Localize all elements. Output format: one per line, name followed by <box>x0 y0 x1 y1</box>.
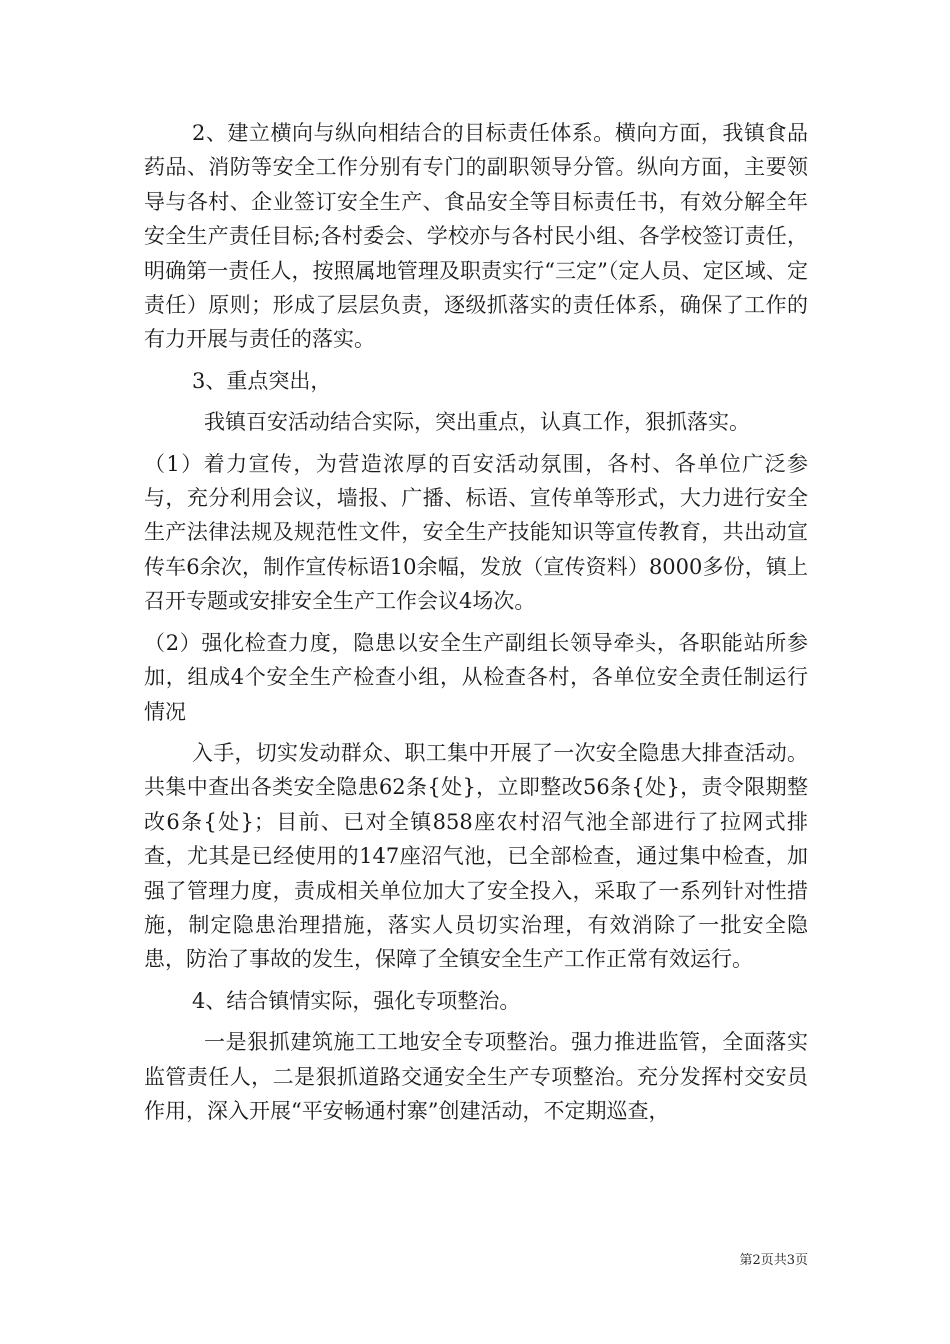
paragraph-responsibility-system: 2、建立横向与纵向相结合的目标责任体系。横向方面，我镇食品药品、消防等安全工作分别有专门的副职领导分管。纵向方面，主要领导与各村、企业签订安全生产、食品安全等目标责任书，有效分解全年安全生产责任目标;各村委会、学校亦与各村民小组、各学校签订责任，明确第一责任人，按照属地管理及职责实行“三定”（定人员、定区域、定责任）原则；形成了层层负责，逐级抓落实的责任体系，确保了工作的有力开展与责任的落实。 <box>144 121 808 352</box>
paragraph-heading-4: 4、结合镇情实际，强化专项整治。 <box>192 988 521 1013</box>
paragraph-publicity: （1）着力宣传，为营造浓厚的百安活动氛围，各村、各单位广泛参与，充分利用会议，墙报、广播、标语、宣传单等形式，大力进行安全生产法律法规及规范性文件，安全生产技能知识等宣传教育，共出动宣传车6余次，制作宣传标语10余幅，发放（宣传资料）8000多份，镇上召开专题或安排安全生产工作会议4场次。 <box>144 451 808 614</box>
paragraph-activity-intro: 我镇百安活动结合实际，突出重点，认真工作，狠抓落实。 <box>204 410 750 435</box>
paragraph-special-rectification: 一是狠抓建筑施工工地安全专项整治。强力推进监管，全面落实监管责任人，二是狠抓道路交通安全生产专项整治。充分发挥村交安员作用，深入开展“平安畅通村寨”创建活动，不定期巡查， <box>144 1030 808 1123</box>
paragraph-heading-3: 3、重点突出， <box>192 368 332 393</box>
paragraph-hazard-check: 入手，切实发动群众、职工集中开展了一次安全隐患大排查活动。共集中查出各类安全隐患62条{处}，立即整改56条{处}，责令限期整改6条{处}；目前、已对全镇858座农村沼气池全部进行了拉网式排查，尤其是已经使用的147座沼气池，已全部检查，通过集中检查，加强了管理力度，责成相关单位加大了安全投入，采取了一系列针对性措施，制定隐患治理措施，落实人员切实治理，有效消除了一批安全隐患，防治了事故的发生，保障了全镇安全生产工作正常有效运行。 <box>144 740 808 972</box>
page-number: 第2页共3页 <box>739 1253 808 1268</box>
paragraph-inspection: （2）强化检查力度，隐患以安全生产副组长领导牵头，各职能站所参加，组成4个安全生产检查小组，从检查各村，各单位安全责任制运行情况 <box>144 630 808 724</box>
document-body <box>144 116 808 1135</box>
